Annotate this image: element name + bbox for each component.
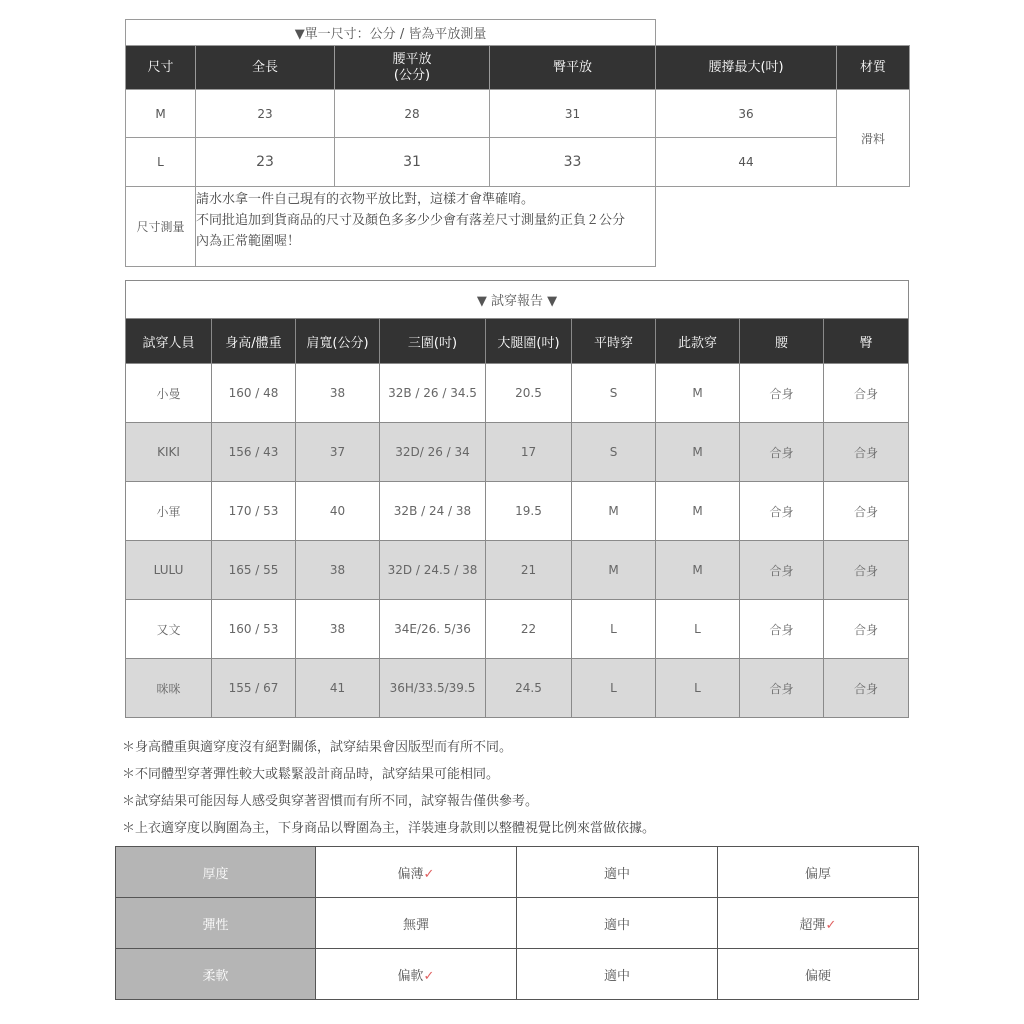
header-thigh: 大腿圍(吋) xyxy=(486,319,572,364)
table-cell: M xyxy=(656,364,740,423)
table-cell: 合身 xyxy=(824,364,909,423)
table-cell: 合身 xyxy=(740,541,824,600)
header-waist-fit: 腰 xyxy=(740,319,824,364)
fabric-option: 適中 xyxy=(517,949,718,1000)
header-size: 尺寸 xyxy=(126,46,196,90)
tester-cell: 咪咪 xyxy=(126,659,212,718)
size-row-l xyxy=(126,138,910,187)
fabric-option: 適中 xyxy=(517,847,718,898)
tester-cell: 又文 xyxy=(126,600,212,659)
header-waist xyxy=(335,46,490,90)
tester-cell: LULU xyxy=(126,541,212,600)
table-cell: 合身 xyxy=(740,600,824,659)
measure-note-line: 不同批追加到貨商品的尺寸及顏色多多少少會有落差尺寸測量約正負２公分 xyxy=(196,213,626,228)
table-cell: 24.5 xyxy=(486,659,572,718)
waist-max-cell: 36 xyxy=(656,90,837,138)
table-cell: 17 xyxy=(486,423,572,482)
table-cell: 155 / 67 xyxy=(212,659,296,718)
size-chart-caption: ▼單一尺寸：公分 / 皆為平放測量 xyxy=(126,20,656,46)
table-cell: 合身 xyxy=(824,600,909,659)
tester-cell: 小軍 xyxy=(126,482,212,541)
table-cell: 32B / 26 / 34.5 xyxy=(380,364,486,423)
table-cell: 22 xyxy=(486,600,572,659)
table-cell: 37 xyxy=(296,423,380,482)
table-cell: 36H/33.5/39.5 xyxy=(380,659,486,718)
table-cell: 19.5 xyxy=(486,482,572,541)
measure-note xyxy=(196,187,656,267)
fit-report-table xyxy=(125,280,909,718)
header-hip-fit: 臀 xyxy=(824,319,909,364)
table-cell: 21 xyxy=(486,541,572,600)
header-material: 材質 xyxy=(837,46,910,90)
fabric-label: 彈性 xyxy=(116,898,316,949)
table-cell: 32B / 24 / 38 xyxy=(380,482,486,541)
table-cell: L xyxy=(656,659,740,718)
header-measurements: 三圍(吋) xyxy=(380,319,486,364)
table-cell: L xyxy=(572,600,656,659)
table-cell: S xyxy=(572,423,656,482)
fabric-row-softness xyxy=(116,949,919,1000)
table-cell: M xyxy=(656,541,740,600)
check-mark-icon: ✓ xyxy=(825,917,837,933)
size-chart-caption-row xyxy=(126,20,910,46)
waist-cell: 31 xyxy=(335,138,490,187)
fabric-option: 偏薄✓ xyxy=(316,847,517,898)
size-chart-header-row xyxy=(126,46,910,90)
check-mark-icon: ✓ xyxy=(423,866,435,882)
table-cell: 合身 xyxy=(824,659,909,718)
table-row xyxy=(126,482,909,541)
size-chart-table xyxy=(125,19,910,267)
fabric-option: 偏硬 xyxy=(718,949,919,1000)
table-cell: M xyxy=(656,482,740,541)
fit-report-header-row xyxy=(126,319,909,364)
table-cell: 170 / 53 xyxy=(212,482,296,541)
header-waist-line1: 腰平放 xyxy=(392,51,432,67)
table-cell: 160 / 48 xyxy=(212,364,296,423)
table-cell: S xyxy=(572,364,656,423)
fit-notes-list xyxy=(122,736,655,844)
table-cell: 34E/26. 5/36 xyxy=(380,600,486,659)
fabric-label: 厚度 xyxy=(116,847,316,898)
waist-max-cell: 44 xyxy=(656,138,837,187)
table-row xyxy=(126,659,909,718)
fit-note: ＊上衣適穿度以胸圍為主，下身商品以臀圍為主，洋裝連身款則以整體視覺比例來當做依據。 xyxy=(122,821,656,836)
table-cell: 合身 xyxy=(740,482,824,541)
fit-note: ＊身高體重與適穿度沒有絕對關係，試穿結果會因版型而有所不同。 xyxy=(122,740,513,755)
measure-label: 尺寸測量 xyxy=(126,187,196,267)
fabric-label: 柔軟 xyxy=(116,949,316,1000)
tester-cell: KIKI xyxy=(126,423,212,482)
measure-note-row xyxy=(126,187,910,267)
fabric-option: 偏軟✓ xyxy=(316,949,517,1000)
header-tester: 試穿人員 xyxy=(126,319,212,364)
fit-note: ＊試穿結果可能因每人感受與穿著習慣而有所不同，試穿報告僅供參考。 xyxy=(122,794,539,809)
table-cell: 合身 xyxy=(824,541,909,600)
fit-report-caption-row xyxy=(126,281,909,319)
header-waist-line2: (公分) xyxy=(393,67,431,83)
table-row xyxy=(126,364,909,423)
table-cell: M xyxy=(572,482,656,541)
fit-note: ＊不同體型穿著彈性較大或鬆緊設計商品時，試穿結果可能相同。 xyxy=(122,767,500,782)
fabric-row-thickness xyxy=(116,847,919,898)
header-height-weight: 身高/體重 xyxy=(212,319,296,364)
table-cell: 40 xyxy=(296,482,380,541)
table-cell: 32D/ 26 / 34 xyxy=(380,423,486,482)
table-cell: 41 xyxy=(296,659,380,718)
table-cell: L xyxy=(572,659,656,718)
table-cell: 合身 xyxy=(740,423,824,482)
header-hip: 臀平放 xyxy=(490,46,656,90)
size-row-m xyxy=(126,90,910,138)
table-cell: 20.5 xyxy=(486,364,572,423)
hip-cell: 31 xyxy=(490,90,656,138)
fit-report-caption: ▼ 試穿報告 ▼ xyxy=(126,281,909,319)
table-cell: 38 xyxy=(296,600,380,659)
measure-note-line: 請水水拿一件自己現有的衣物平放比對，這樣才會準確唷。 xyxy=(196,192,535,207)
table-cell: 32D / 24.5 / 38 xyxy=(380,541,486,600)
header-shoulder: 肩寬(公分) xyxy=(296,319,380,364)
table-row xyxy=(126,600,909,659)
table-cell: M xyxy=(656,423,740,482)
table-row xyxy=(126,541,909,600)
length-cell: 23 xyxy=(196,90,335,138)
fabric-properties-table xyxy=(115,846,919,1000)
table-row xyxy=(126,423,909,482)
table-cell: 165 / 55 xyxy=(212,541,296,600)
waist-cell: 28 xyxy=(335,90,490,138)
table-cell: L xyxy=(656,600,740,659)
fabric-option: 適中 xyxy=(517,898,718,949)
fabric-option: 無彈 xyxy=(316,898,517,949)
table-cell: 160 / 53 xyxy=(212,600,296,659)
table-cell: M xyxy=(572,541,656,600)
table-cell: 合身 xyxy=(824,482,909,541)
fabric-option: 偏厚 xyxy=(718,847,919,898)
size-cell: M xyxy=(126,90,196,138)
header-waist-max: 腰撐最大(吋) xyxy=(656,46,837,90)
tester-cell: 小曼 xyxy=(126,364,212,423)
size-cell: L xyxy=(126,138,196,187)
fabric-option: 超彈✓ xyxy=(718,898,919,949)
header-this-size: 此款穿 xyxy=(656,319,740,364)
check-mark-icon: ✓ xyxy=(423,968,435,984)
table-cell: 合身 xyxy=(824,423,909,482)
table-cell: 156 / 43 xyxy=(212,423,296,482)
table-cell: 38 xyxy=(296,541,380,600)
hip-cell: 33 xyxy=(490,138,656,187)
measure-note-line: 內為正常範圍喔！ xyxy=(196,234,301,249)
header-length: 全長 xyxy=(196,46,335,90)
table-cell: 合身 xyxy=(740,659,824,718)
fabric-row-elasticity xyxy=(116,898,919,949)
length-cell: 23 xyxy=(196,138,335,187)
table-cell: 38 xyxy=(296,364,380,423)
header-usual-size: 平時穿 xyxy=(572,319,656,364)
material-cell: 滑料 xyxy=(837,90,910,187)
table-cell: 合身 xyxy=(740,364,824,423)
